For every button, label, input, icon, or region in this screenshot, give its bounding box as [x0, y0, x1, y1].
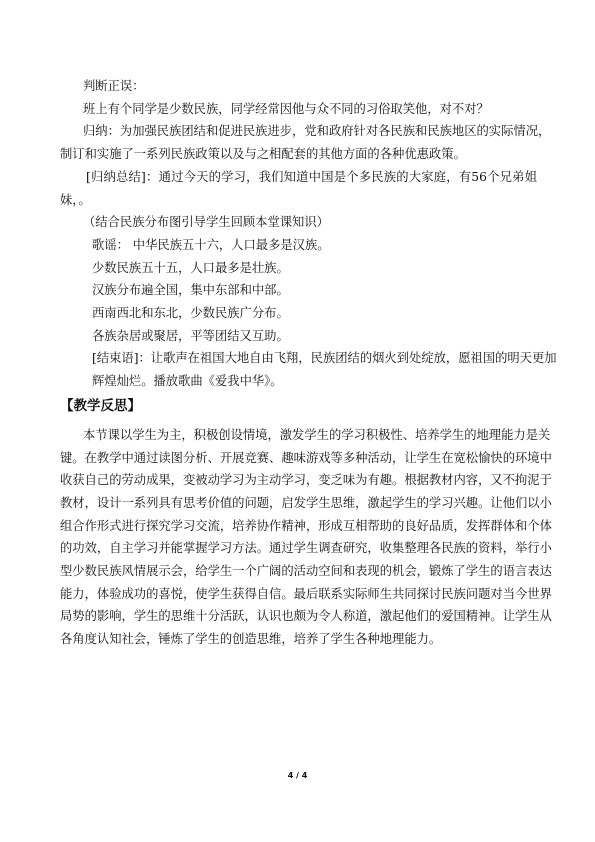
text-line-ballad-3: 汉族分布遍全国，集中东部和中部。 — [92, 283, 289, 298]
reflection-line-2: 键。在教学中通过读图分析、开展竞赛、趣味游戏等多种活动，让学生在宽松愉快的环境中 — [60, 450, 552, 465]
text-line-ballad-4: 西南西北和东北，少数民族广分布。 — [92, 306, 289, 320]
reflection-line-6: 的功效，自主学习并能掌握学习方法。通过学生调查研究，收集整理各民族的资料，举行小 — [60, 541, 552, 556]
text-line-judge: 判断正误： — [83, 79, 145, 93]
reflection-line-7: 型少数民族风情展示会，给学生一个广阔的活动空间和表现的机会，锻炼了学生的语言表达 — [60, 564, 552, 578]
section-heading-reflection: 【教学反思】 — [60, 397, 141, 414]
reflection-line-3: 收获自己的劳动成果，变被动学习为主动学习，变乏味为有趣。根据教材内容，又不拘泥于 — [60, 473, 552, 488]
text-line-ballad-5: 各族杂居或聚居，平等团结又互助。 — [92, 328, 289, 343]
text-line-summary-1: 归纳：为加强民族团结和促进民族进步，党和政府针对各民族和民族地区的实际情况， — [83, 124, 551, 139]
reflection-line-1: 本节课以学生为主，积极创设情境，激发学生的学习积极性、培养学生的地理能力是关 — [83, 427, 551, 442]
text-line-conclusion-1: [归纳总结]：通过今天的学习，我们知道中国是个多民族的大家庭，有56个兄弟姐 — [86, 169, 537, 184]
text-line-closing-2: 辉煌灿烂。播放歌曲《爱我中华》。 — [92, 374, 283, 389]
text-line-ballad-1: 歌谣： 中华民族五十六，人口最多是汉族。 — [92, 237, 330, 252]
text-line-review-note: （结合民族分布图引导学生回顾本堂课知识） — [83, 215, 329, 230]
reflection-line-8: 能力，体验成功的喜悦，使学生获得自信。最后联系实际师生共同探讨民族问题对当今世界 — [60, 586, 552, 601]
reflection-line-9: 局势的影响，学生的思维十分活跃，认识也颇为令人称道，激起他们的爱国精神。让学生从 — [60, 609, 552, 624]
page-number: 4 / 4 — [287, 771, 308, 780]
text-line-question: 班上有个同学是少数民族，同学经常因他与众不同的习俗取笑他，对不对？ — [83, 101, 489, 116]
reflection-line-4: 教材，设计一系列具有思考价值的问题，启发学生思维，激起学生的学习兴趣。让他们以小 — [60, 495, 552, 510]
text-line-conclusion-2: 妹，。 — [60, 192, 91, 207]
text-line-summary-2: 制订和实施了一系列民族政策以及与之相配套的其他方面的各种优惠政策。 — [60, 147, 466, 162]
reflection-line-10: 各角度认知社会，锤炼了学生的创造思维，培养了学生各种地理能力。 — [60, 632, 442, 647]
text-line-ballad-2: 少数民族五十五，人口最多是壮族。 — [92, 260, 289, 275]
reflection-line-5: 组合作形式进行探究学习交流，培养协作精神，形成互相帮助的良好品质，发挥群体和个体 — [60, 518, 552, 533]
text-line-closing-1: [结束语]：让歌声在祖国大地自由飞翔，民族团结的烟火到处绽放，愿祖国的明天更加 — [92, 351, 557, 366]
